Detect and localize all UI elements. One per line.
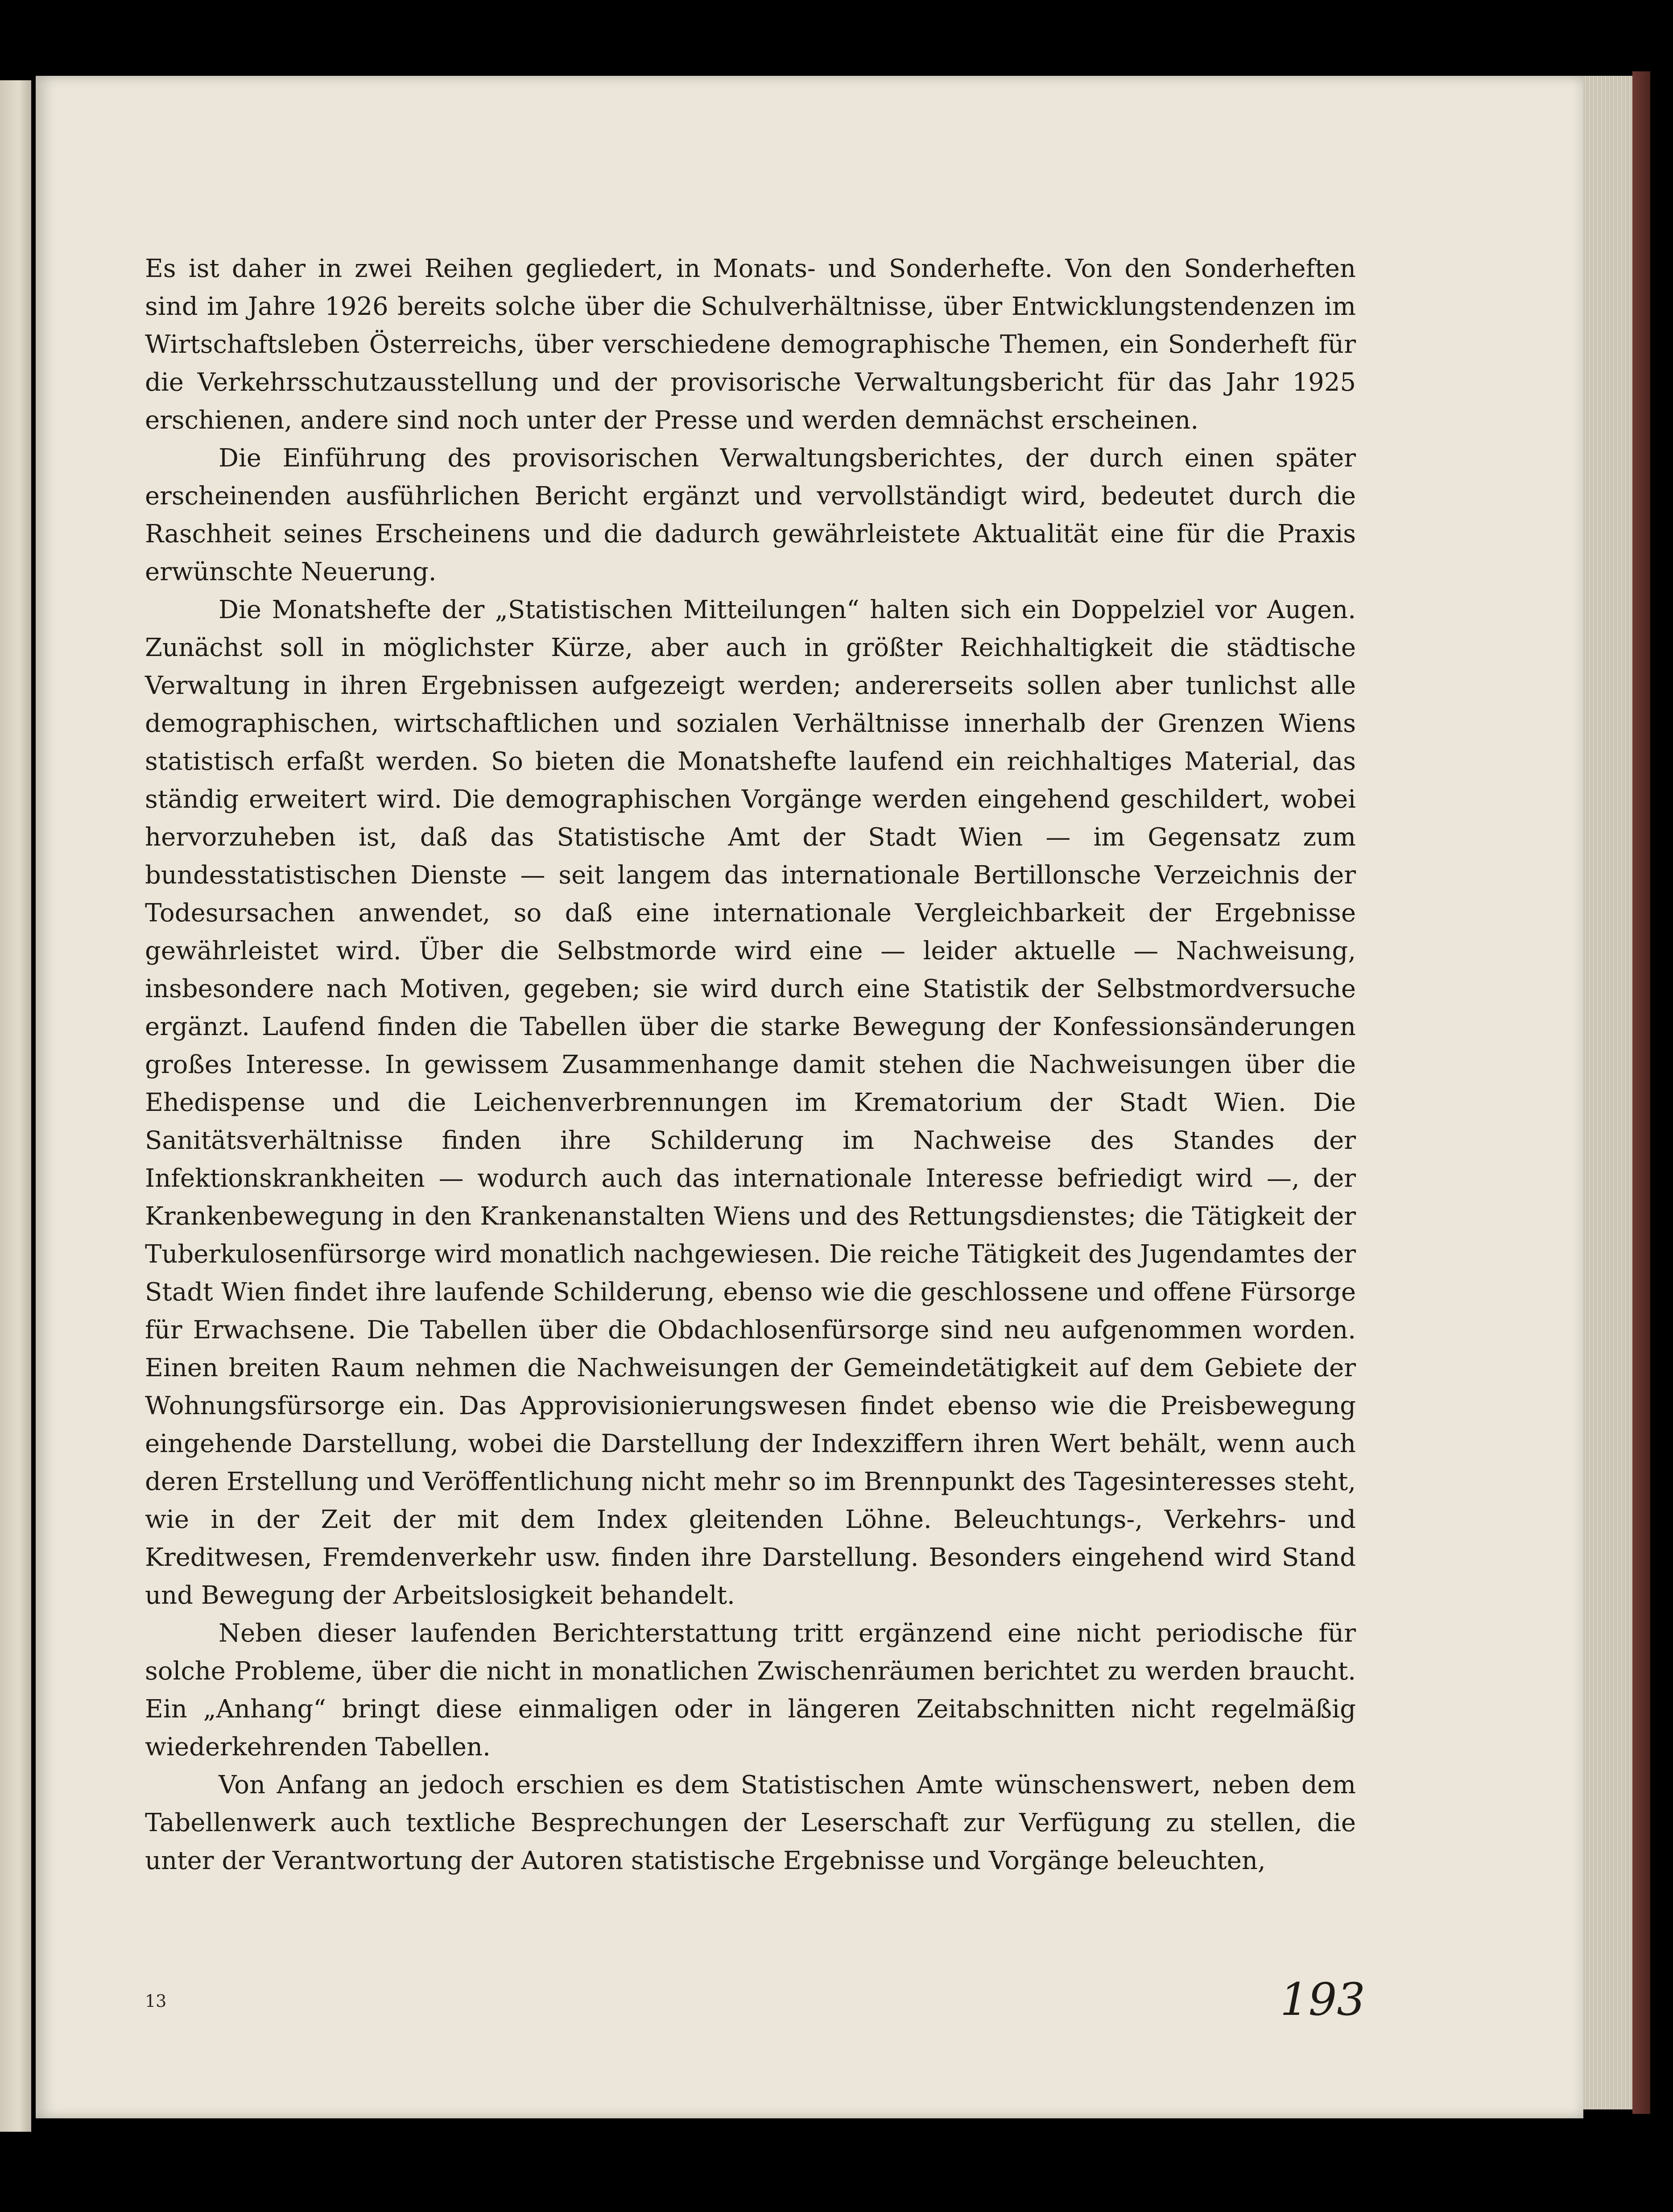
signature-mark: 13	[145, 1991, 167, 2011]
paragraph-3: Die Monatshefte der „Statistischen Mitteilungen“ halten sich ein Doppelziel vor Augen. Zunächst soll in möglichster Kürze, aber auch in größter Reichhaltigkeit die städtische Verwaltung in ihren Ergebnissen aufgezeigt werden; andererseits sollen aber tunlichst alle demographischen, wirtschaftlichen und sozialen Verhältnisse innerhalb der Grenzen Wiens statistisch erfaßt werden. So bieten die Monatshefte laufend ein reichhaltiges Material, das ständig erweitert wird. Die demographischen Vorgänge werden eingehend geschildert, wobei hervorzuheben ist, daß das Statistische Amt der Stadt Wien — im Gegensatz zum bundesstatistischen Dienste — seit langem das internationale Bertillonsche Verzeichnis der Todesursachen anwendet, so daß eine internationale Vergleichbarkeit der Ergebnisse gewährleistet wird. Über die Selbstmorde wird eine — leider aktuelle — Nachweisung, insbesondere nach Motiven, gegeben; sie wird durch eine Statistik der Selbstmordversuche ergänzt. Laufend finden die Tabellen über die starke Bewegung der Konfessionsänderungen großes Interesse. In gewissem Zusammenhange damit stehen die Nachweisungen über die Ehedispense und die Leichenverbrennungen im Krematorium der Stadt Wien. Die Sanitätsverhältnisse finden ihre Schilderung im Nachweise des Standes der Infektionskrankheiten — wodurch auch das internationale Interesse befriedigt wird —, der Krankenbewegung in den Krankenanstalten Wiens und des Rettungsdienstes; die Tätigkeit der Tuberkulosenfürsorge wird monatlich nachgewiesen. Die reiche Tätigkeit des Jugendamtes der Stadt Wien findet ihre laufende Schilderung, ebenso wie die geschlossene und offene Fürsorge für Erwachsene. Die Tabellen über die Obdachlosenfürsorge sind neu aufgenommen worden. Einen breiten Raum nehmen die Nachweisungen der Gemeindetätigkeit auf dem Gebiete der Wohnungsfürsorge ein. Das Approvisionierungswesen findet ebenso wie die Preisbewegung eingehende Darstellung, wobei die Darstellung der Indexziffern ihren Wert behält, wenn auch deren Erstellung und Veröffentlichung nicht mehr so im Brennpunkt des Tagesinteresses steht, wie in der Zeit der mit dem Index gleitenden Löhne. Beleuchtungs-, Verkehrs- und Kreditwesen, Fremdenverkehr usw. finden ihre Darstellung. Besonders eingehend wird Stand und Bewegung der Arbeitslosigkeit behandelt.	[145, 595, 1356, 1610]
book-page	[36, 76, 1583, 2118]
book-cover-edge	[1632, 71, 1650, 2114]
body-text	[145, 250, 1356, 1880]
facing-page-edge	[0, 80, 31, 2132]
book-page-edges	[1579, 76, 1637, 2109]
paragraph-5: Von Anfang an jedoch erschien es dem Statistischen Amte wünschenswert, neben dem Tabellenwerk auch textliche Besprechungen der Leserschaft zur Verfügung zu stellen, die unter der Verantwortung der Autoren statistische Ergebnisse und Vorgänge beleuchten,	[145, 1770, 1356, 1875]
page-number: 193	[1280, 1973, 1365, 2026]
paragraph-4: Neben dieser laufenden Berichterstattung tritt ergänzend eine nicht periodische für solche Probleme, über die nicht in monatlichen Zwischenräumen berichtet zu werden braucht. Ein „Anhang“ bringt diese einmaligen oder in längeren Zeitabschnitten nicht regelmäßig wiederkehrenden Tabellen.	[145, 1619, 1356, 1762]
paragraph-2: Die Einführung des provisorischen Verwaltungsberichtes, der durch einen später erscheinenden ausführlichen Bericht ergänzt und vervollständigt wird, bedeutet durch die Raschheit seines Erscheinens und die dadurch gewährleistete Aktualität eine für die Praxis erwünschte Neuerung.	[145, 444, 1356, 586]
paragraph-1: Es ist daher in zwei Reihen gegliedert, in Monats- und Sonderhefte. Von den Sonderheften sind im Jahre 1926 bereits solche über die Schulverhältnisse, über Entwicklungstendenzen im Wirtschaftsleben Österreichs, über verschiedene demographische Themen, ein Sonderheft für die Verkehrsschutzausstellung und der provisorische Verwaltungsbericht für das Jahr 1925 erschienen, andere sind noch unter der Presse und werden demnächst erscheinen.	[145, 254, 1356, 435]
